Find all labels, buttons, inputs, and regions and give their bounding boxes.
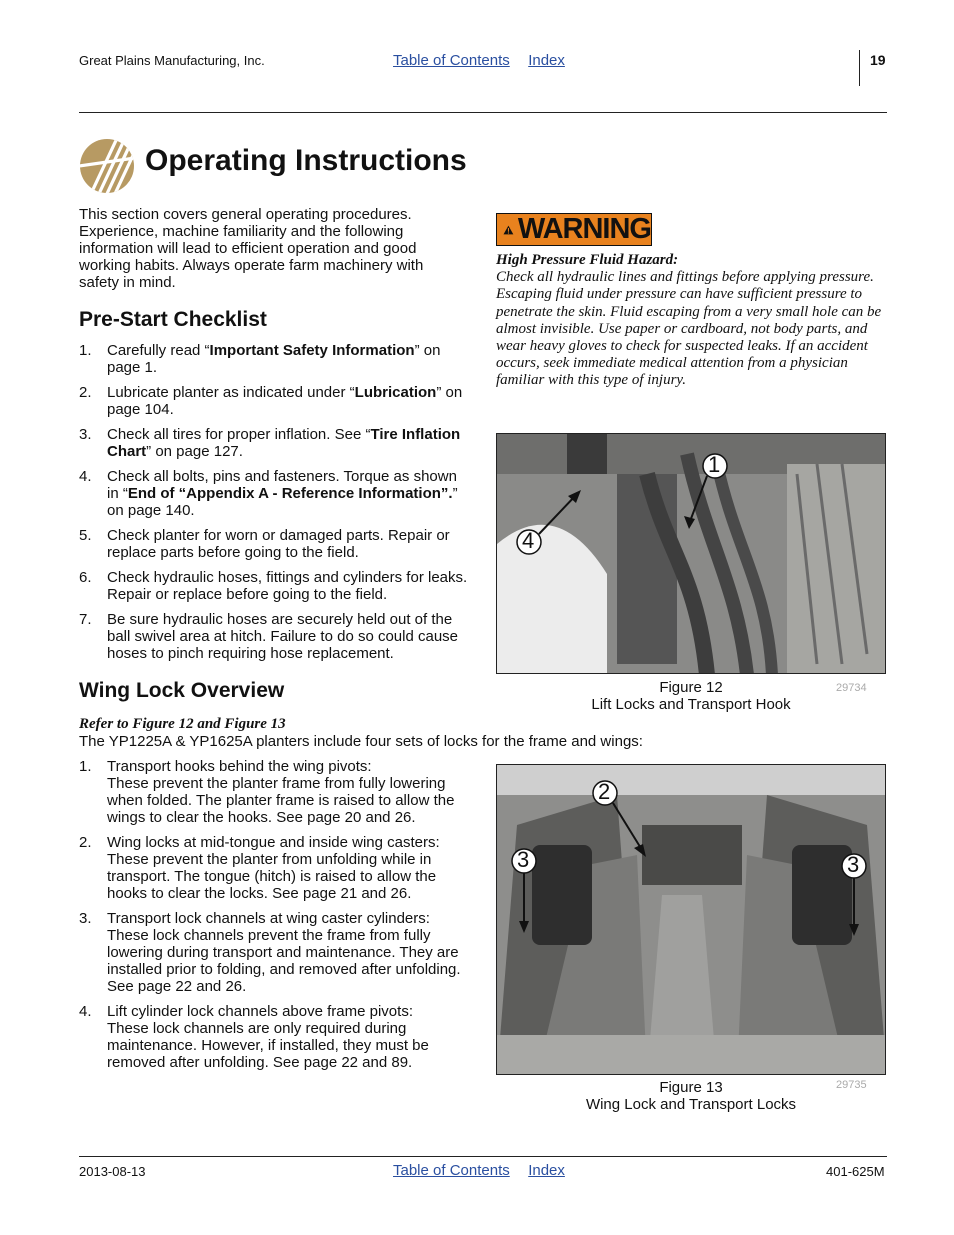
figure-12-callout-4: 4	[522, 528, 535, 553]
prestart-item-pre: Carefully read “	[107, 342, 210, 359]
figure-13-number: 29735	[836, 1079, 867, 1091]
figure-13-callout-2: 2	[598, 779, 611, 804]
header-rule	[79, 112, 887, 113]
winglock-item	[79, 834, 471, 902]
prestart-item	[79, 569, 469, 603]
winglock-item	[79, 1003, 471, 1071]
winglock-item-lead: Lift cylinder lock channels above frame pivots:	[107, 1003, 413, 1020]
prestart-item-post: ” on page 140.	[107, 485, 458, 519]
prestart-item-pre: Check all bolts, pins and fasteners. Torque as shown in “	[107, 468, 457, 502]
figure-12-number: 29734	[836, 682, 867, 694]
prestart-item-post: ” on page 104.	[107, 384, 463, 418]
list-number: 2.	[79, 834, 92, 851]
winglock-item-lead: Transport lock channels at wing caster cylinders:	[107, 910, 430, 927]
footer-date: 2013-08-13	[79, 1164, 146, 1179]
prestart-item	[79, 342, 469, 376]
figure-13-callout-3-right: 3	[847, 852, 860, 877]
list-number: 6.	[79, 569, 92, 586]
footer-doc-number: 401-625M	[826, 1164, 885, 1179]
prestart-item-post: ” on page 127.	[146, 443, 243, 460]
hazard-title: High Pressure Fluid Hazard:	[496, 252, 679, 268]
great-plains-logo-icon	[79, 138, 135, 194]
prestart-item	[79, 384, 469, 418]
prestart-item	[79, 468, 469, 519]
prestart-item-post: ” on page 1.	[107, 342, 441, 376]
footer-toc-link[interactable]: Table of Contents	[393, 1162, 510, 1179]
footer-nav	[393, 1162, 565, 1180]
prestart-item-bold: Tire Inflation Chart	[107, 426, 461, 460]
prestart-item-bold: Lubrication	[354, 384, 437, 401]
header-index-link[interactable]: Index	[528, 52, 565, 69]
winglock-list	[79, 758, 471, 1079]
prestart-item	[79, 426, 469, 460]
company-name: Great Plains Manufacturing, Inc.	[79, 53, 265, 68]
winglock-item-lead: Wing locks at mid-tongue and inside wing casters:	[107, 834, 440, 851]
figure-13-photo	[496, 764, 886, 1075]
figure-reference: Refer to Figure 12 and Figure 13	[79, 716, 286, 732]
list-number: 2.	[79, 384, 92, 401]
prestart-item-pre: Check planter for worn or damaged parts. Repair or replace parts before going to the field.	[107, 527, 450, 561]
winglock-intro: The YP1225A & YP1625A planters include four sets of locks for the frame and wings:	[79, 733, 643, 750]
prestart-item-pre: Check all tires for proper inflation. See “	[107, 426, 371, 443]
figure-13-label: Figure 13	[659, 1079, 723, 1096]
winglock-item-body: These prevent the planter frame from fully lowering when folded. The planter frame is raised to allow the wings to clear the hooks. See page 20 and 26.	[107, 775, 455, 826]
list-number: 1.	[79, 342, 92, 359]
list-number: 5.	[79, 527, 92, 544]
warning-label: WARNING	[517, 213, 651, 245]
footer-index-link[interactable]: Index	[528, 1162, 565, 1179]
intro-paragraph: This section covers general operating procedures. Experience, machine familiarity and the following information will lead to efficient operation and good working habits. Always operate farm machinery with safety in mind.	[79, 206, 424, 291]
list-number: 3.	[79, 910, 92, 927]
page-number: 19	[870, 52, 886, 68]
list-number: 7.	[79, 611, 92, 628]
hazard-body: Check all hydraulic lines and fittings before applying pressure. Escaping fluid under pressure can have sufficient pressure to penetrate the skin. Fluid escaping from a very small hole can be almost invisible. Use paper or cardboard, not body parts, and wear heavy gloves to check for suspected leaks. If an accident occurs, seek immediate medical attention from a physician familiar with this type of injury.	[496, 269, 882, 389]
figure-13-caption	[570, 1079, 812, 1113]
prestart-heading: Pre-Start Checklist	[79, 308, 267, 331]
prestart-item-pre: Be sure hydraulic hoses are securely held out of the ball swivel area at hitch. Failure to do so could cause hoses to pinch requiring hose replacement.	[107, 611, 459, 662]
prestart-item	[79, 527, 469, 561]
figure-13-title: Wing Lock and Transport Locks	[585, 1096, 797, 1113]
prestart-item-pre: Lubricate planter as indicated under “	[107, 384, 355, 401]
winglock-item-body: These lock channels prevent the frame from fully lowering during transport and maintenance. They are installed prior to folding, and removed after unfolding. See page 22 and 26.	[107, 927, 461, 995]
winglock-item-body: These prevent the planter from unfolding while in transport. The tongue (hitch) is raised to allow the hooks to clear the locks. See page 21 and 26.	[107, 851, 437, 902]
winglock-heading: Wing Lock Overview	[79, 679, 285, 702]
hazard-text-block	[496, 252, 888, 390]
list-number: 4.	[79, 1003, 92, 1020]
warning-banner	[496, 213, 652, 246]
winglock-item-body: These lock channels are only required during maintenance. However, if installed, they must be removed after unfolding. See page 22 and 89.	[107, 1020, 429, 1071]
prestart-list	[79, 342, 469, 670]
prestart-item-bold: End of “Appendix A - Reference Information”.	[127, 485, 453, 502]
figure-12-label: Figure 12	[659, 679, 723, 696]
figure-12-title: Lift Locks and Transport Hook	[591, 696, 791, 713]
header-nav	[393, 52, 565, 70]
winglock-item	[79, 910, 471, 995]
winglock-item	[79, 758, 471, 826]
page-title: Operating Instructions	[145, 144, 467, 177]
winglock-item-lead: Transport hooks behind the wing pivots:	[107, 758, 372, 775]
list-number: 3.	[79, 426, 92, 443]
list-number: 4.	[79, 468, 92, 485]
warning-triangle-icon	[503, 220, 514, 240]
figure-12-caption	[580, 679, 802, 713]
figure-13-callout-3-left: 3	[517, 847, 530, 872]
figure-12-photo	[496, 433, 886, 674]
prestart-item-bold: Important Safety Information	[209, 342, 415, 359]
prestart-item	[79, 611, 469, 662]
list-number: 1.	[79, 758, 92, 775]
footer-rule	[79, 1156, 887, 1157]
prestart-item-pre: Check hydraulic hoses, fittings and cylinders for leaks. Repair or replace before going to the field.	[107, 569, 468, 603]
figure-12-callout-1: 1	[708, 452, 721, 477]
header-divider	[859, 50, 860, 86]
header-toc-link[interactable]: Table of Contents	[393, 52, 510, 69]
